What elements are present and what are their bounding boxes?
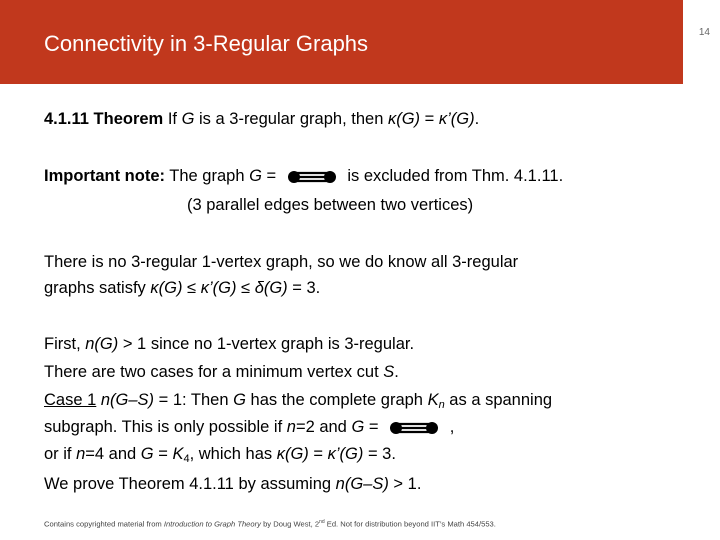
page-number: 14 [698,27,710,38]
theorem-label: 4.1.11 Theorem [44,110,164,128]
copyright-footer: Contains copyrighted material from Introduction to Graph Theory by Doug West, 2nd Ed. Not for distribution beyond IIT’s Math 454/553. [44,519,496,529]
theorem-line: 4.1.11 Theorem If G is a 3-regular graph, then κ(G) = κ’(G). [44,110,480,128]
para2-line4: subgraph. This is only possible if n=2 and G = , [44,418,455,436]
case-label: Case 1 [44,391,97,409]
para1-line1: There is no 3-regular 1-vertex graph, so we do know all 3-regular [44,253,519,271]
note-line: Important note: The graph G = is excluded from Thm. 4.1.11. [44,167,564,185]
note-label: Important note: [44,167,165,185]
slide-title: Connectivity in 3-Regular Graphs [44,31,369,56]
para2-line3: Case 1 n(G–S) = 1: Then G has the complete graph $K_n$ as a spanning [44,391,553,411]
triple-edge-graph-icon [389,420,439,436]
triple-edge-graph-icon [287,169,337,185]
para2-line6: We prove Theorem 4.1.11 by assuming n(G–S) > 1. [44,475,422,493]
para1-line2: graphs satisfy κ(G) ≤ κ’(G) ≤ δ(G) = 3. [44,279,321,297]
para2-line5: or if n=4 and $G = K_4$, which has κ(G) = κ’(G) = 3. [44,445,396,465]
note-explanation: (3 parallel edges between two vertices) [187,196,474,214]
para2-line1: First, n(G) > 1 since no 1-vertex graph is 3-regular. [44,335,415,353]
para2-line2: There are two cases for a minimum vertex cut S. [44,363,399,381]
title-bar [0,0,683,84]
